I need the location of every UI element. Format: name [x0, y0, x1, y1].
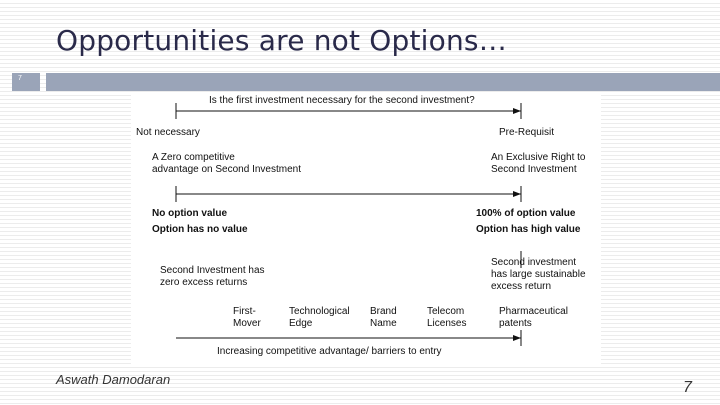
example-5-line-2: patents — [499, 318, 532, 329]
header-accent-bar — [46, 73, 720, 91]
example-2-line-1: Technological — [289, 306, 350, 317]
right-return-line-1: Second investment — [491, 257, 577, 268]
left-advantage-line-2: advantage on Second Investment — [152, 164, 301, 175]
right-return-line-3: excess return — [491, 281, 552, 292]
left-value-label: No option value — [152, 208, 227, 219]
left-value-sublabel: Option has no value — [152, 224, 248, 235]
page-number: 7 — [683, 379, 692, 396]
right-end-label: Pre-Requisit — [499, 127, 555, 138]
example-1-line-2: Mover — [233, 318, 261, 329]
example-4-line-2: Licenses — [427, 318, 467, 329]
example-5-line-1: Pharmaceutical — [499, 306, 568, 317]
bottom-caption: Increasing competitive advantage/ barriers to entry — [217, 346, 442, 357]
example-4-line-1: Telecom — [427, 306, 465, 317]
question-text: Is the first investment necessary for the second investment? — [209, 95, 475, 106]
right-advantage-line-2: Second Investment — [491, 164, 577, 175]
value-axis-arrow — [513, 191, 521, 197]
left-return-line-2: zero excess returns — [160, 277, 248, 288]
right-value-sublabel: Option has high value — [476, 224, 581, 235]
question-axis-arrow — [513, 108, 521, 114]
slide-title: Opportunities are not Options… — [56, 24, 507, 57]
left-end-label: Not necessary — [136, 127, 200, 138]
right-value-label: 100% of option value — [476, 208, 576, 219]
right-return-line-2: has large sustainable — [491, 269, 586, 280]
left-advantage-line-1: A Zero competitive — [152, 152, 235, 163]
example-3-line-1: Brand — [370, 306, 397, 317]
slide-number-tag — [12, 73, 40, 91]
example-2-line-2: Edge — [289, 318, 313, 329]
slide-number-tag-label: 7 — [18, 75, 22, 82]
example-1-line-1: First- — [233, 306, 256, 317]
left-return-line-1: Second Investment has — [160, 265, 265, 276]
author-name: Aswath Damodaran — [56, 372, 171, 387]
diagram-panel — [131, 93, 601, 365]
advantage-axis-arrow — [513, 335, 521, 341]
example-3-line-2: Name — [370, 318, 397, 329]
right-advantage-line-1: An Exclusive Right to — [491, 152, 586, 163]
